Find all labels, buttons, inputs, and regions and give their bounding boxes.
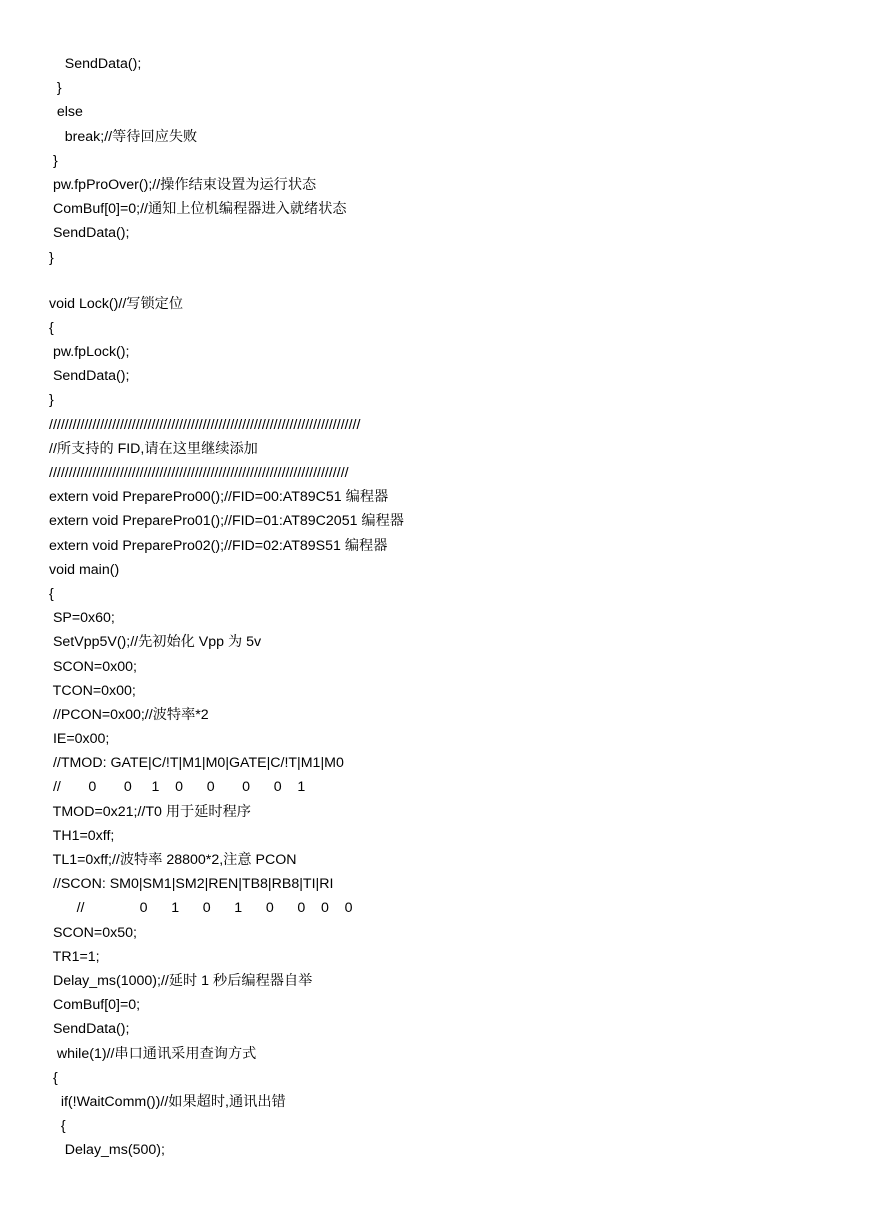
code-line: SendData();: [49, 368, 130, 385]
code-line: // 0 1 0 1 0 0 0 0: [49, 900, 353, 917]
code-document: [49, 52, 849, 1162]
code-line: // 0 0 1 0 0 0 0 1: [49, 779, 306, 796]
code-line: SendData();: [49, 225, 130, 242]
code-line: }: [49, 80, 62, 97]
code-line: }: [49, 152, 58, 169]
code-line: void Lock()//写锁定位: [49, 295, 184, 312]
code-line: Delay_ms(1000);//延时 1 秒后编程器自举: [49, 972, 313, 989]
code-line: SCON=0x50;: [49, 924, 137, 941]
blank-line: [49, 270, 849, 292]
code-line: //TMOD: GATE|C/!T|M1|M0|GATE|C/!T|M1|M0: [49, 755, 344, 772]
code-line: extern void PreparePro00();//FID=00:AT89C51 编程器: [49, 489, 389, 506]
code-line: SendData();: [49, 56, 142, 72]
code-line: SP=0x60;: [49, 610, 115, 627]
code-line: void main(): [49, 561, 120, 578]
code-line: }: [49, 249, 54, 266]
code-line: while(1)//串口通讯采用查询方式: [49, 1045, 257, 1062]
code-line: Delay_ms(500);: [49, 1142, 165, 1159]
code-line: pw.fpLock();: [49, 344, 130, 361]
code-line: ComBuf[0]=0;//通知上位机编程器进入就绪状态: [49, 201, 347, 218]
separator-comment: ///////////////////////////////////////////////////////////////////////////////: [49, 416, 361, 433]
code-line: TH1=0xff;: [49, 827, 115, 844]
code-line: //SCON: SM0|SM1|SM2|REN|TB8|RB8|TI|RI: [49, 876, 334, 893]
code-line: extern void PreparePro01();//FID=01:AT89C2051 编程器: [49, 513, 404, 530]
code-line: {: [49, 1069, 58, 1086]
code-line: TL1=0xff;//波特率 28800*2,注意 PCON: [49, 852, 297, 868]
code-line: TMOD=0x21;//T0 用于延时程序: [49, 803, 251, 820]
code-line: if(!WaitComm())//如果超时,通讯出错: [49, 1093, 286, 1110]
code-line: ComBuf[0]=0;: [49, 997, 141, 1014]
code-line: SCON=0x00;: [49, 658, 137, 675]
code-line: TR1=1;: [49, 948, 100, 965]
code-line: }: [49, 392, 54, 409]
code-line: {: [49, 585, 54, 602]
code-line: {: [49, 1118, 66, 1135]
code-line: //所支持的 FID,请在这里继续添加: [49, 440, 258, 457]
code-line: //PCON=0x00;//波特率*2: [49, 706, 209, 723]
code-line: {: [49, 319, 54, 336]
code-line: TCON=0x00;: [49, 682, 136, 699]
code-line: pw.fpProOver();//操作结束设置为运行状态: [49, 176, 317, 193]
code-line: extern void PreparePro02();//FID=02:AT89S51 编程器: [49, 537, 388, 554]
code-line: break;//等待回应失败: [49, 128, 198, 145]
code-line: IE=0x00;: [49, 731, 110, 748]
code-line: else: [49, 104, 83, 121]
code-line: SendData();: [49, 1021, 130, 1038]
code-line: SetVpp5V();//先初始化 Vpp 为 5v: [49, 634, 262, 651]
separator-comment: ////////////////////////////////////////////////////////////////////////////: [49, 465, 349, 481]
